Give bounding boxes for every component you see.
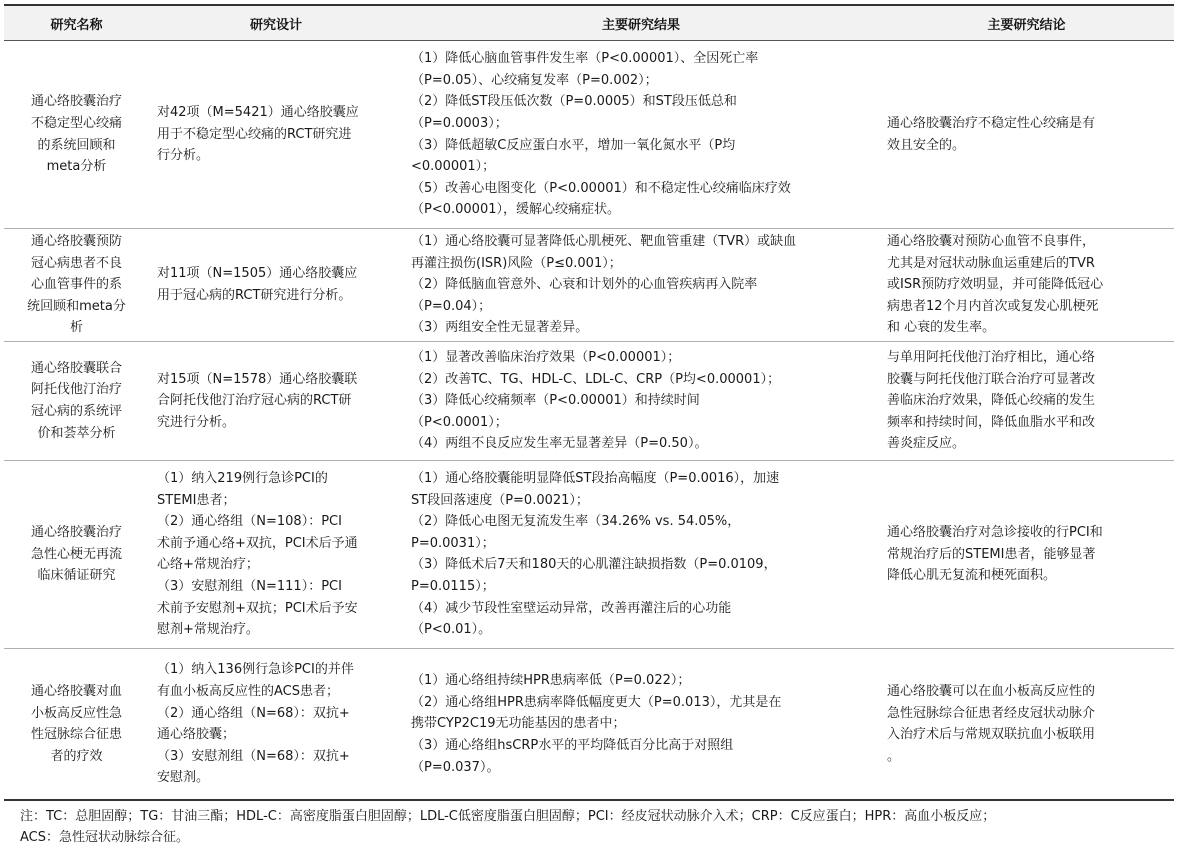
study-name-cell [4,648,149,800]
text-line: ST段回落速度（P=0.0021）； [411,492,589,508]
text-line: （3）两组安全性无显著差异。 [411,320,589,336]
text-line: （2）通心络组（N=68）：双抗+ [157,705,350,721]
text-line: 行分析。 [157,148,210,164]
study-design-cell [149,41,403,229]
main-results-cell [403,41,879,229]
text-line: 小板高反应性急 [30,705,122,721]
text-line: 降低心肌无复流和梗死面积。 [887,568,1057,584]
text-line: 善临床治疗效果，降低心绞痛的发生 [887,393,1096,409]
text-line: （2）降低心电图无复流发生率（34.26% vs. 54.05%， [411,514,741,530]
text-line: （P=0.037）。 [411,759,500,775]
text-line: 与单用阿托伐他汀治疗相比，通心络 [887,349,1096,365]
study-design-cell [149,648,403,800]
header-study-name: 研究名称 [4,5,149,41]
text-line: 合阿托伐他汀治疗冠心病的RCT研 [157,393,352,409]
text-line: （P=0.05）、心绞痛复发率（P=0.002）； [411,72,658,88]
text-line: 通心络胶囊治疗 [30,94,122,110]
text-line: 不稳定型心绞痛 [30,115,122,131]
text-line: （1）通心络胶囊能明显降低ST段抬高幅度（P=0.0016），加速 [411,471,780,487]
text-line: （3）通心络组hsCRP水平的平均降低百分比高于对照组 [411,738,734,754]
header-row [4,5,1174,41]
text-line: 对11项（N=1505）通心络胶囊应 [157,266,358,282]
text-line: 冠心病的系统评 [30,403,122,419]
main-conclusion-cell [879,41,1174,229]
text-line: 入治疗术后与常规双联抗血小板联用 [887,727,1096,743]
text-line: 心血管事件的系 [30,277,122,293]
text-line: （4）减少节段性室壁运动异常，改善再灌注后的心功能 [411,600,732,616]
text-line: 通心络胶囊治疗对急诊接收的行PCI和 [887,525,1103,541]
text-line: 胶囊与阿托伐他汀联合治疗可显著改 [887,371,1096,387]
text-line: 通心络胶囊联合 [30,360,122,376]
text-line: （2）降低ST段压低次数（P=0.0005）和ST段压低总和 [411,94,737,110]
text-line: 。 [887,748,901,764]
study-table [4,4,1174,801]
text-line: （5）改善心电图变化（P<0.00001）和不稳定性心绞痛临床疗效 [411,180,791,196]
main-results-cell [403,341,879,460]
main-results-cell [403,229,879,342]
main-results-cell [403,460,879,648]
text-line: <0.00001）； [411,159,496,175]
text-line: （2）改善TC、TG、HDL-C、LDL-C、CRP（P均<0.00001）； [411,371,781,387]
text-line: 的系统回顾和 [37,137,116,153]
text-line: P=0.0115）； [411,579,495,595]
text-line: （3）降低超敏C反应蛋白水平，增加一氧化氮水平（P均 [411,137,736,153]
table-row [4,648,1174,800]
text-line: （2）通心络组HPR患病率降低幅度更大（P=0.013），尤其是在 [411,694,782,710]
text-line: 尤其是对冠状动脉血运重建后的TVR [887,255,1095,271]
study-design-cell [149,460,403,648]
table-row [4,460,1174,648]
main-conclusion-cell [879,229,1174,342]
header-main-results: 主要研究结果 [403,5,879,41]
text-line: 通心络胶囊治疗不稳定性心绞痛是有 [887,115,1096,131]
main-conclusion-cell [879,341,1174,460]
study-name-cell [4,460,149,648]
text-line: 析 [69,320,83,336]
text-line: （4）两组不良反应发生率无显著差异（P=0.50）。 [411,436,708,452]
text-line: （1）显著改善临床治疗效果（P<0.00001）； [411,349,681,365]
text-line: 通心络胶囊可以在血小板高反应性的 [887,684,1096,700]
text-line: 善炎症反应。 [887,436,966,452]
text-line: （P<0.01）。 [411,622,492,638]
text-line: （3）安慰剂组（N=68）：双抗+ [157,748,350,764]
text-line: 安慰剂。 [157,770,210,786]
main-conclusion-cell [879,648,1174,800]
text-line: （1）纳入136例行急诊PCI的并伴 [157,662,354,678]
text-line: （P=0.0003）； [411,115,508,131]
text-line: （P=0.04）； [411,298,492,314]
text-line: 通心络胶囊治疗 [30,525,122,541]
text-line: 携带CYP2C19无功能基因的患者中； [411,716,626,732]
text-line: （2）降低脑血管意外、心衰和计划外的心血管疾病再入院率 [411,277,758,293]
study-name-cell [4,41,149,229]
text-line: 术前予通心络+双抗，PCI术后予通 [157,535,358,551]
study-name-cell [4,341,149,460]
study-design-cell [149,229,403,342]
text-line: 通心络胶囊预防 [30,234,122,249]
text-line: 用于冠心病的RCT研究进行分析。 [157,287,352,303]
text-line: 阿托伐他汀治疗 [30,382,122,398]
text-line: 对15项（N=1578）通心络胶囊联 [157,371,358,387]
text-line: （3）降低心绞痛频率（P<0.00001）和持续时间 [411,393,700,409]
text-line: 统回顾和meta分 [27,298,126,314]
text-line: meta分析 [46,159,107,175]
footnote-line: 注：TC：总胆固醇；TG：甘油三酯；HDL-C：高密度脂蛋白胆固醇；LDL-C低密度脂蛋白胆固醇；PCI：经皮冠状动脉介入术；CRP：C反应蛋白；HPR：高血小板反应； [20,809,996,824]
main-conclusion-cell [879,460,1174,648]
text-line: 有血小板高反应性的ACS患者； [157,684,339,700]
table-footnote [20,806,1160,848]
text-line: 频率和持续时间，降低血脂水平和改 [887,414,1096,430]
text-line: （1）纳入219例行急诊PCI的 [157,471,328,487]
text-line: 临床循证研究 [37,568,116,584]
text-line: （P<0.0001）； [411,414,508,430]
text-line: 通心络胶囊； [157,727,236,743]
text-line: 病患者12个月内首次或复发心肌梗死 [887,298,1099,314]
text-line: 或ISR预防疗效明显，并可能降低冠心 [887,277,1104,293]
study-design-cell [149,341,403,460]
study-name-cell [4,229,149,342]
text-line: 效且安全的。 [887,137,966,153]
text-line: 者的疗效 [50,748,103,764]
table-row [4,341,1174,460]
text-line: 通心络胶囊对血 [30,684,122,700]
text-line: 冠心病患者不良 [30,255,122,271]
text-line: 性冠脉综合征患 [30,727,122,743]
table-row [4,41,1174,229]
header-main-conclusion: 主要研究结论 [879,5,1174,41]
text-line: 对42项（M=5421）通心络胶囊应 [157,105,359,121]
text-line: 急性心梗无再流 [30,546,122,562]
text-line: （1）通心络组持续HPR患病率低（P=0.022）； [411,673,691,689]
text-line: 心络+常规治疗； [157,557,259,573]
header-study-design: 研究设计 [149,5,403,41]
text-line: 和 心衰的发生率。 [887,320,996,336]
text-line: 通心络胶囊对预防心血管不良事件， [887,234,1096,249]
text-line: STEMI患者； [157,492,236,508]
text-line: 慰剂+常规治疗。 [157,622,259,638]
table-row [4,229,1174,342]
text-line: （P<0.00001），缓解心绞痛症状。 [411,202,620,218]
text-line: （1）降低心脑血管事件发生率（P<0.00001）、全因死亡率 [411,51,759,67]
footnote-line: ACS：急性冠状动脉综合征。 [20,830,189,845]
text-line: 术前予安慰剂+双抗；PCI术后予安 [157,600,358,616]
text-line: 常规治疗后的STEMI患者，能够显著 [887,546,1096,562]
text-line: 急性冠脉综合征患者经皮冠状动脉介 [887,705,1096,721]
text-line: 价和荟萃分析 [37,425,116,441]
text-line: 用于不稳定型心绞痛的RCT研究进 [157,126,352,142]
text-line: 再灌注损伤(ISR)风险（P≤0.001）； [411,255,622,271]
main-results-cell [403,648,879,800]
text-line: 究进行分析。 [157,414,236,430]
text-line: （3）降低术后7天和180天的心肌灌注缺损指数（P=0.0109， [411,557,777,573]
text-line: （1）通心络胶囊可显著降低心肌梗死、靶血管重建（TVR）或缺血 [411,234,797,249]
text-line: （2）通心络组（N=108）：PCI [157,514,342,530]
text-line: P=0.0031）； [411,535,495,551]
text-line: （3）安慰剂组（N=111）：PCI [157,579,342,595]
